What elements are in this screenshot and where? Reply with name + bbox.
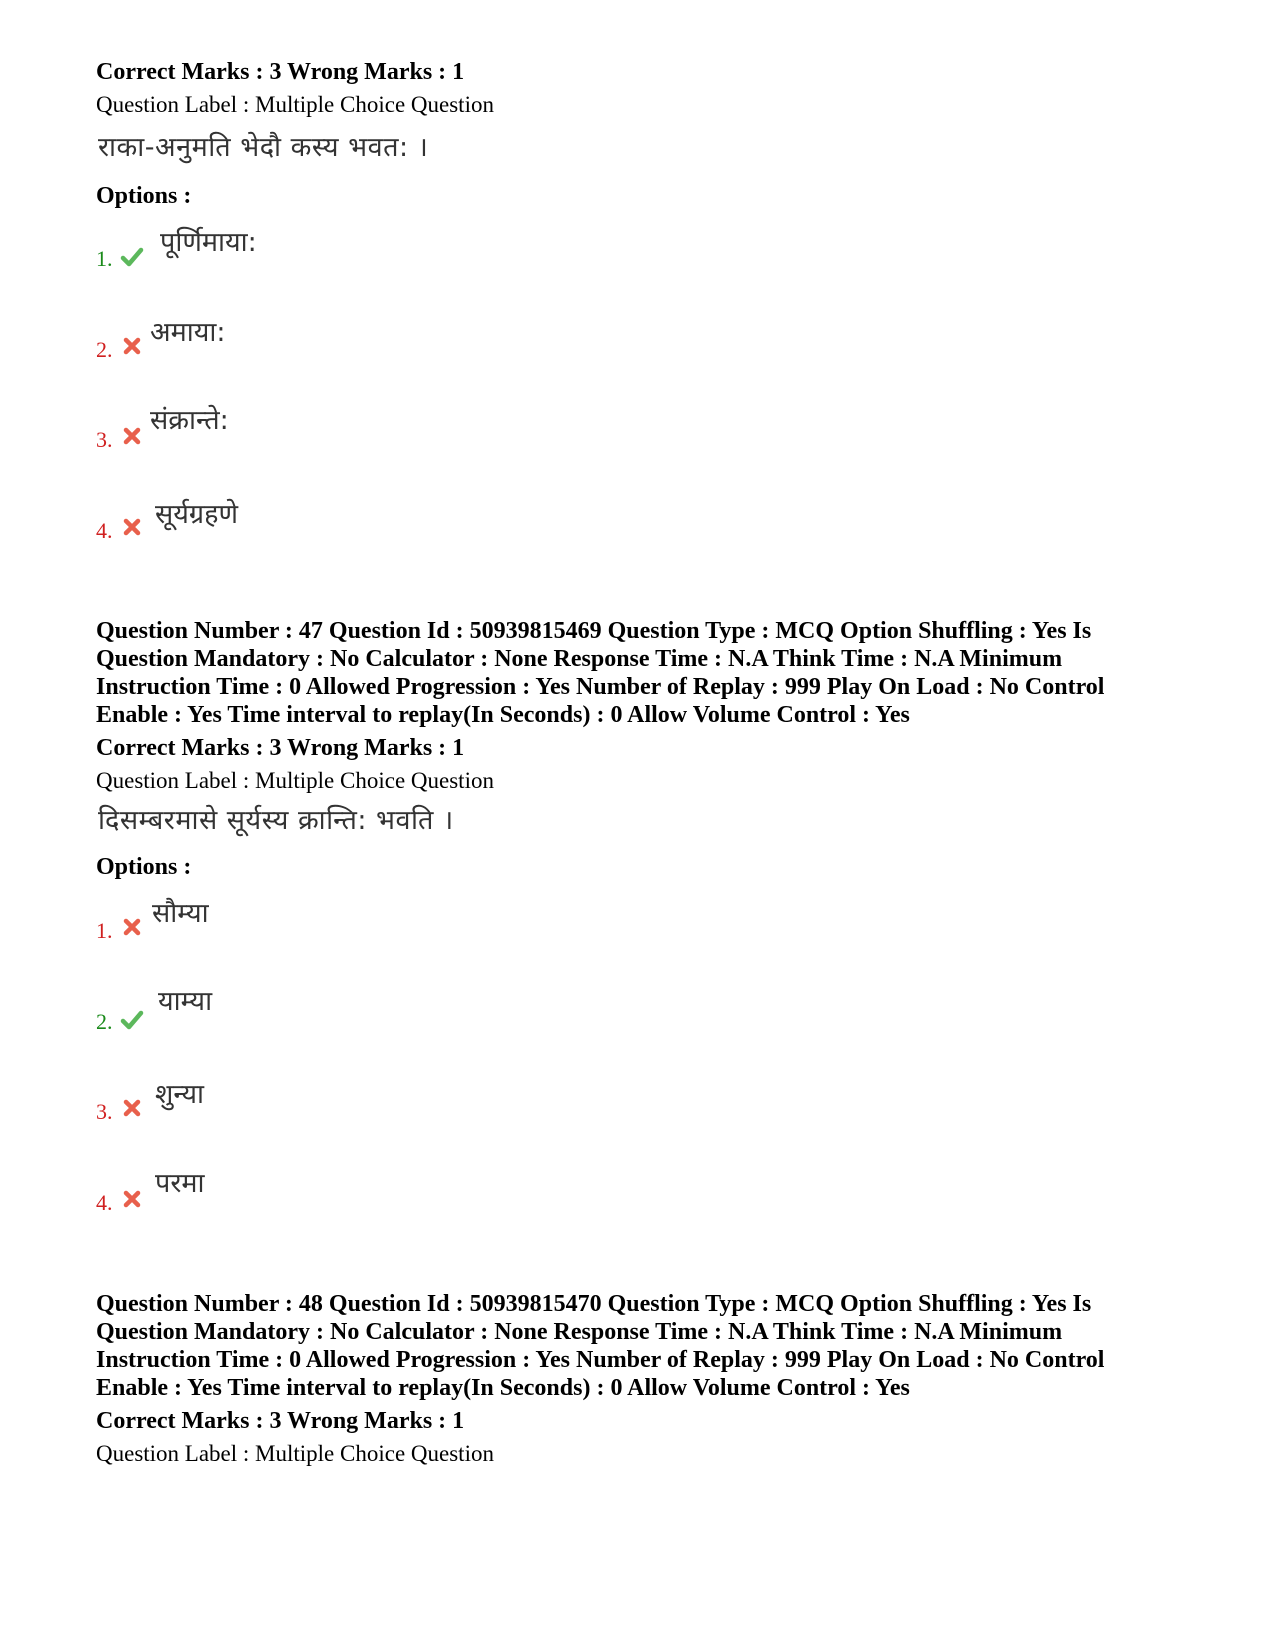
cross-icon: [120, 334, 144, 358]
option-number: 3.: [96, 427, 113, 452]
question-stem: दिसम्बरमासे सूर्यस्य क्रान्ति: भवति ।: [98, 805, 454, 836]
question-label: Question Label : Multiple Choice Question: [96, 768, 494, 793]
question-stem: राका-अनुमति भेदौ कस्य भवत: ।: [98, 132, 429, 163]
option-number: 4.: [96, 518, 113, 543]
question-label: Question Label : Multiple Choice Question: [96, 1441, 494, 1466]
option-text: अमाया:: [150, 317, 226, 348]
question-meta-line: Instruction Time : 0 Allowed Progression : Yes Number of Replay : 999 Play On Load : No Control: [96, 1347, 1105, 1373]
cross-icon: [120, 515, 144, 539]
question-46: [96, 58, 1176, 119]
cross-icon: [120, 915, 144, 939]
cross-icon: [120, 424, 144, 448]
option-number: 1.: [96, 918, 113, 943]
cross-icon: [120, 1187, 144, 1211]
option-number: 3.: [96, 1099, 113, 1124]
question-meta-line: Question Mandatory : No Calculator : None Response Time : N.A Think Time : N.A Minimum: [96, 646, 1063, 672]
question-label: Question Label : Multiple Choice Question: [96, 92, 494, 117]
option-text: सूर्यग्रहणे: [155, 499, 238, 530]
question-meta-line: Instruction Time : 0 Allowed Progression : Yes Number of Replay : 999 Play On Load : No Control: [96, 674, 1105, 700]
question-meta-line: Enable : Yes Time interval to replay(In Seconds) : 0 Allow Volume Control : Yes: [96, 702, 910, 728]
question-meta-line: Question Mandatory : No Calculator : None Response Time : N.A Think Time : N.A Minimum: [96, 1319, 1063, 1345]
option-number: 2.: [96, 1009, 113, 1034]
options-heading: Options :: [96, 183, 192, 209]
option-number: 2.: [96, 337, 113, 362]
marks-line: Correct Marks : 3 Wrong Marks : 1: [96, 1408, 465, 1434]
option-number: 4.: [96, 1190, 113, 1215]
question-48: [96, 1290, 1176, 1468]
check-icon: [120, 1008, 144, 1032]
option-text: याम्या: [158, 986, 213, 1017]
marks-line: Correct Marks : 3 Wrong Marks : 1: [96, 59, 465, 85]
options-heading: Options :: [96, 854, 192, 880]
question-47: [96, 617, 1176, 795]
question-meta-line: Question Number : 47 Question Id : 50939815469 Question Type : MCQ Option Shuffling : Yes Is: [96, 618, 1092, 644]
option-number: 1.: [96, 246, 113, 271]
question-meta-line: Question Number : 48 Question Id : 50939815470 Question Type : MCQ Option Shuffling : Yes Is: [96, 1291, 1092, 1317]
cross-icon: [120, 1096, 144, 1120]
marks-line: Correct Marks : 3 Wrong Marks : 1: [96, 735, 465, 761]
check-icon: [120, 245, 144, 269]
option-text: सौम्या: [152, 898, 209, 929]
question-meta-line: Enable : Yes Time interval to replay(In Seconds) : 0 Allow Volume Control : Yes: [96, 1375, 910, 1401]
option-text: परमा: [155, 1168, 205, 1199]
option-text: संक्रान्ते:: [150, 405, 229, 436]
option-text: शुन्या: [155, 1079, 204, 1110]
option-text: पूर्णिमाया:: [160, 227, 257, 258]
